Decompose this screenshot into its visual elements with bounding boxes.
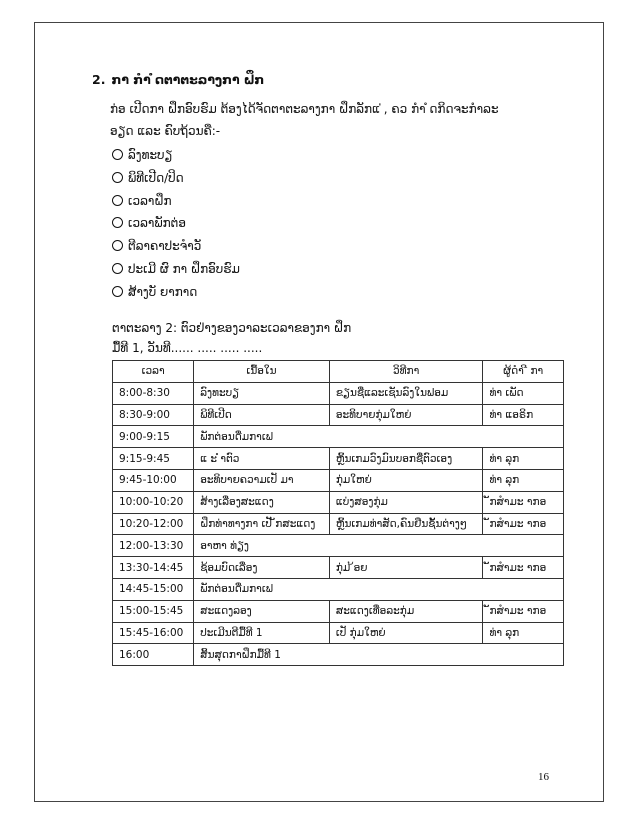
cell-facilitator: ທ່າ ລຸກ [483,448,564,470]
cell-content: ພິທີເປີດ [194,404,330,426]
list-item: ລົງທະບຽ [112,144,240,167]
cell-content: ຝຶກທ່າທາງກາ ເປັ ັກສະແດງ [194,513,330,535]
cell-content: ລົງທະບຽ [194,382,330,404]
table-row [113,622,564,644]
intro-line-2: ອຽດ ແລະ ຄົບຖ້ວນຄື:- [110,124,221,138]
schedule-table [112,360,564,666]
cell-content: ແ ະ ຳຕົວ [194,448,330,470]
cell-content: ພັກຕ່ອນດື່ມກາເຟ [194,426,564,448]
header-time: ເວລາ [113,361,194,383]
table-row [113,382,564,404]
cell-time: 9:15-9:45 [113,448,194,470]
circle-bullet-icon [112,149,123,160]
list-item: ປະເມີ ຜົ ກາ ຝຶກອົບຮົມ [112,258,240,281]
cell-content: ສິ້ນສຸດກາຝຶກມື້ທີ 1 [194,644,564,666]
header-facilitator: ຜູ້ດຳ ີ ກາ [483,361,564,383]
cell-time: 8:30-9:00 [113,404,194,426]
circle-bullet-icon [112,240,123,251]
cell-method: ກຸ່ມ ້ອຍ [329,557,483,579]
circle-bullet-icon [112,217,123,228]
cell-time: 15:45-16:00 [113,622,194,644]
cell-method: ເປັ ກຸ່ມໃຫຍ່ [329,622,483,644]
cell-facilitator: ທ່າ ເພັດ [483,382,564,404]
cell-time: 9:45-10:00 [113,469,194,491]
table-row [113,513,564,535]
requirements-list [112,144,240,304]
cell-method: ຫຼິ້ນເກມວົງມົນບອກຊື່ຕົວເອງ [329,448,483,470]
table-caption: ຕາຕະລາງ 2: ຕົວຢ່າງຂອງວາລະເວລາຂອງກາ ຝຶກ [112,321,352,335]
table-row [113,600,564,622]
table-row [113,448,564,470]
section-title: ກາ ກຳ ໍດຕາຕະລາງກາ ຝຶກ [111,72,265,87]
table-row [113,426,564,448]
cell-method: ແບ່ງສອງກຸ່ມ [329,491,483,513]
cell-time: 13:30-14:45 [113,557,194,579]
cell-time: 12:00-13:30 [113,535,194,557]
cell-method: ກຸ່ມໃຫຍ່ [329,469,483,491]
cell-facilitator: ທ່າ ແອຣິກ [483,404,564,426]
page-number: 16 [538,771,549,783]
cell-facilitator: ັກສຳມະ າກອ [483,557,564,579]
table-row [113,578,564,600]
cell-time: 15:00-15:45 [113,600,194,622]
table-row [113,557,564,579]
cell-time: 9:00-9:15 [113,426,194,448]
circle-bullet-icon [112,286,123,297]
table-header-row [113,361,564,383]
cell-facilitator: ັກສຳມະ າກອ [483,491,564,513]
circle-bullet-icon [112,172,123,183]
cell-facilitator: ທ່າ ລຸກ [483,622,564,644]
intro-line-1: ກ່ອ ເປີດກາ ຝຶກອົບຮົມ ຕ້ອງໄດ້ຈັດຕາຕະລາງກາ ຝຶກລັກແ ່, ຄວ ກຳ ໍດກິດຈະກຳລະ [110,102,499,116]
cell-time: 16:00 [113,644,194,666]
header-content: ເນື້ອໃນ [194,361,330,383]
list-item: ຕີລາຄາປະຈຳວັ [112,235,240,258]
cell-content: ສ້າງເລື່ອງສະແດງ [194,491,330,513]
circle-bullet-icon [112,195,123,206]
cell-content: ອະທິບາຍຄວາມເປັ ມາ [194,469,330,491]
table-row [113,491,564,513]
cell-content: ອາຫາ ທ່ຽງ [194,535,564,557]
cell-facilitator: ັກສຳມະ າກອ [483,513,564,535]
cell-time: 10:00-10:20 [113,491,194,513]
list-item: ເວລາພັກຕ່ອ [112,212,240,235]
cell-content: ສະແດງລອງ [194,600,330,622]
table-subcaption: ມື້ທີ 1, ວັນທີ...... ..... ..... ..... [112,341,263,355]
table-row [113,404,564,426]
cell-facilitator: ທ່າ ລຸກ [483,469,564,491]
list-item: ພິທີເປີດ/ປິດ [112,167,240,190]
table-row [113,535,564,557]
table-row [113,644,564,666]
cell-content: ຊ້ອມບົດເລື່ອງ [194,557,330,579]
cell-time: 14:45-15:00 [113,578,194,600]
cell-method: ຂຽນຊື່ແລະເຊັນລົງໃນຟອມ [329,382,483,404]
section-number: 2. [92,72,106,87]
cell-content: ປະເມີນຕີມື້ທີ 1 [194,622,330,644]
cell-method: ສະແດງເທື່ອລະກຸ່ມ [329,600,483,622]
cell-time: 8:00-8:30 [113,382,194,404]
cell-facilitator: ັກສຳມະ າກອ [483,600,564,622]
intro-paragraph [110,98,550,142]
table-row [113,469,564,491]
section-heading [92,72,264,87]
list-item: ເວລາຝຶກ [112,190,240,213]
cell-time: 10:20-12:00 [113,513,194,535]
cell-method: ຫຼິ້ນເກມທ່າສັດ,ຄົນຢືນຊັ້ນຕ່າງໆ [329,513,483,535]
header-method: ວິທີກາ [329,361,483,383]
cell-content: ພັກຕ່ອນດື່ມກາເຟ [194,578,564,600]
cell-method: ອະທິບາຍກຸ່ມໃຫຍ່ [329,404,483,426]
list-item: ສ້າງບັ ຍາກາດ [112,281,240,304]
circle-bullet-icon [112,263,123,274]
